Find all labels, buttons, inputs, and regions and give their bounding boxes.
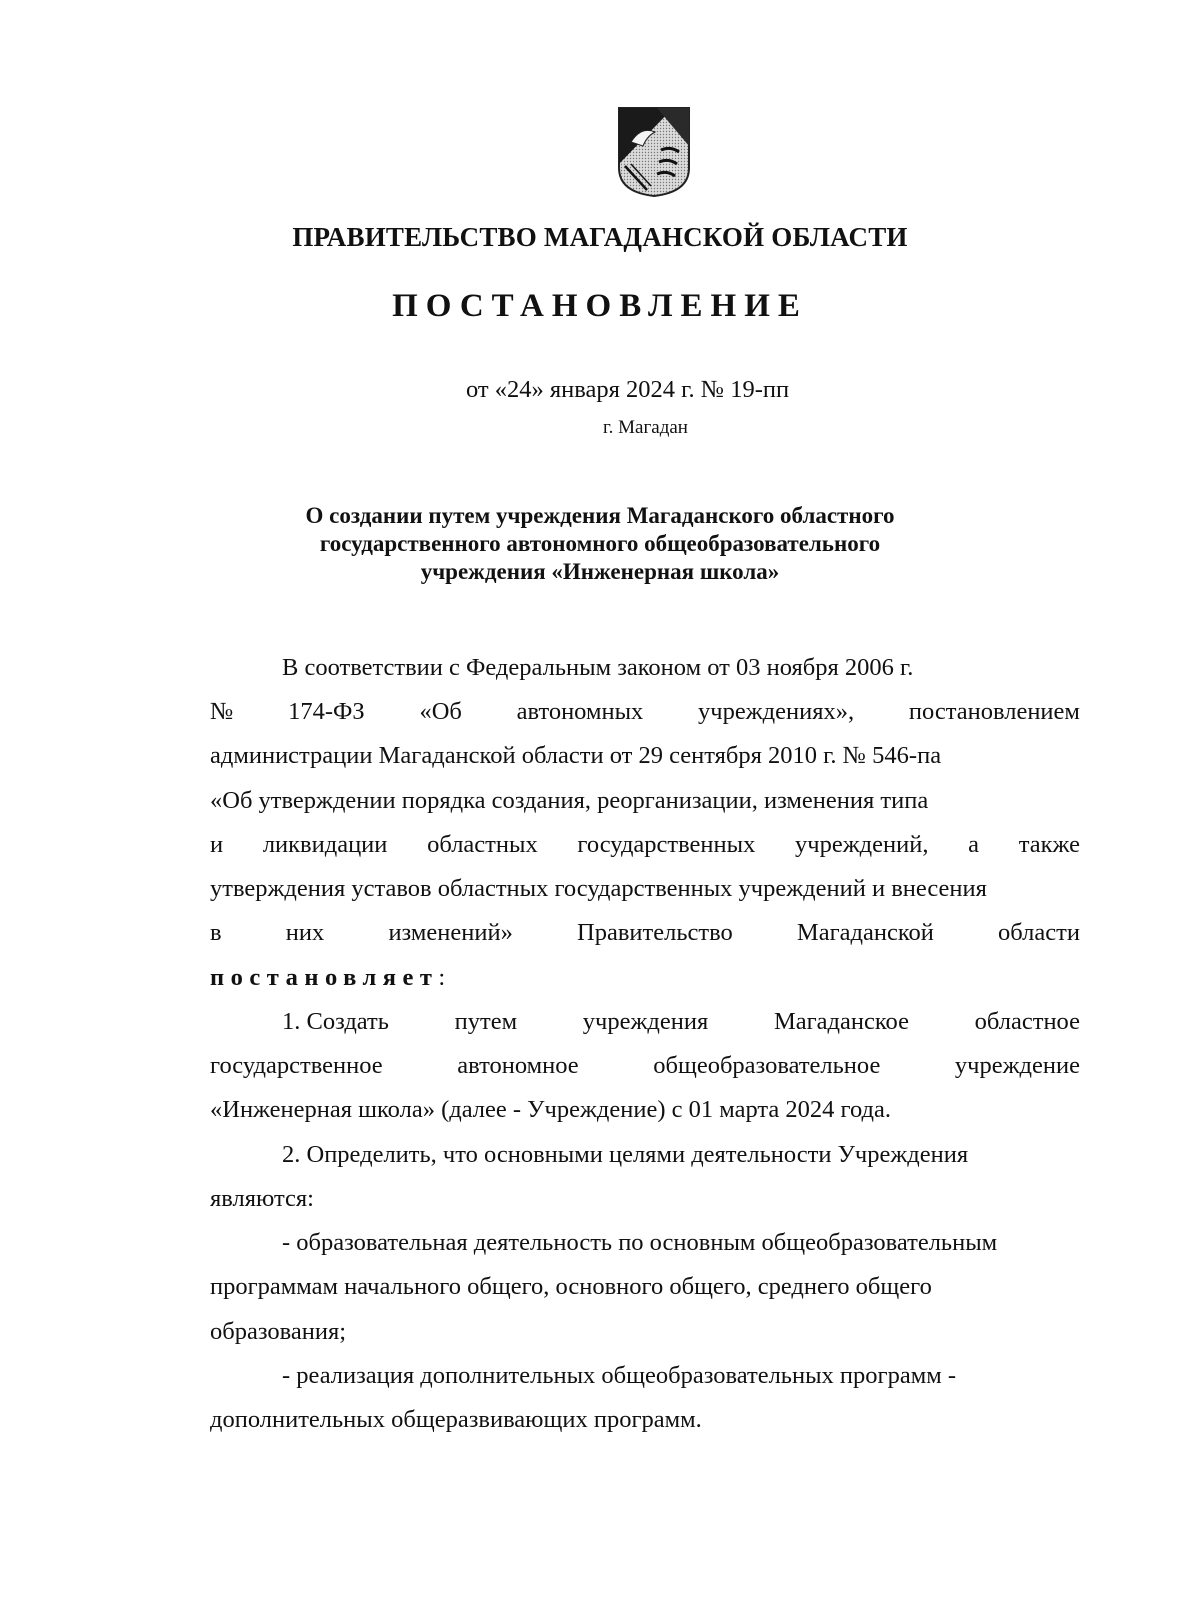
- word: государственное: [210, 1052, 383, 1079]
- word: №: [210, 698, 234, 725]
- word: учреждения: [582, 1008, 709, 1035]
- organization-title: ПРАВИТЕЛЬСТВО МАГАДАНСКОЙ ОБЛАСТИ: [292, 222, 908, 252]
- word: Правительство: [577, 919, 733, 946]
- word: а: [968, 831, 980, 858]
- preamble-line-3: администрации Магаданской области от 29 сентября 2010 г. № 546-па: [210, 742, 942, 769]
- item1-line-1: [282, 1007, 1080, 1037]
- item1-line-2: [210, 1051, 1080, 1081]
- word: Магаданской: [796, 919, 934, 946]
- item2-line-1: 2. Определить, что основными целями деятельности Учреждения: [282, 1141, 969, 1168]
- coat-of-arms-emblem: [617, 106, 691, 198]
- word: областное: [974, 1008, 1080, 1035]
- goal1-line-2: программам начального общего, основного общего, среднего общего: [210, 1273, 932, 1300]
- word: учреждение: [954, 1052, 1080, 1079]
- preamble-line-6: утверждения уставов областных государственных учреждений и внесения: [210, 875, 987, 902]
- preamble-line-7: [210, 918, 1080, 948]
- word: автономное: [457, 1052, 579, 1079]
- word: «Об: [419, 698, 462, 725]
- subject-line: О создании путем учреждения Магаданского областного: [305, 503, 895, 528]
- resolves-word: постановляет: [210, 964, 439, 991]
- word: Магаданское: [773, 1008, 909, 1035]
- text-span: В соответствии с Федеральным законом от 03 ноября 2006 г.: [282, 654, 914, 681]
- document-subject: [0, 502, 1200, 586]
- word: государственных: [577, 831, 756, 858]
- resolves-colon: :: [438, 964, 446, 991]
- word: областных: [427, 831, 538, 858]
- word: учреждений,: [795, 831, 929, 858]
- subject-line: государственного автономного общеобразовательного: [319, 531, 881, 556]
- word: также: [1018, 831, 1080, 858]
- word: и: [210, 831, 224, 858]
- resolves-line: [210, 963, 1080, 993]
- subject-line: учреждения «Инженерная школа»: [420, 559, 780, 584]
- document-date-number: от «24» января 2024 г. № 19-пп: [466, 376, 790, 403]
- word: изменений»: [388, 919, 513, 946]
- preamble-line-4: «Об утверждении порядка создания, реорганизации, изменения типа: [210, 787, 929, 814]
- word: в: [210, 919, 222, 946]
- word: ликвидации: [262, 831, 388, 858]
- word: области: [998, 919, 1080, 946]
- goal2-line-2: дополнительных общеразвивающих программ.: [210, 1406, 702, 1433]
- goal1-line-3: образования;: [210, 1318, 347, 1345]
- word: них: [285, 919, 325, 946]
- document-city: г. Магадан: [603, 417, 688, 438]
- document-type-title: ПОСТАНОВЛЕНИЕ: [392, 288, 808, 324]
- item2-line-2: являются:: [210, 1185, 314, 1212]
- preamble-line-5: [210, 830, 1080, 860]
- word: общеобразовательное: [653, 1052, 881, 1079]
- word: путем: [454, 1008, 518, 1035]
- goal1-line-1: - образовательная деятельность по основным общеобразовательным: [282, 1229, 998, 1256]
- word: автономных: [516, 698, 644, 725]
- word: 1. Создать: [282, 1008, 389, 1035]
- word: учреждениях»,: [698, 698, 855, 725]
- goal2-line-1: - реализация дополнительных общеобразовательных программ -: [282, 1362, 957, 1389]
- word: 174-ФЗ: [288, 698, 365, 725]
- word: постановлением: [908, 698, 1080, 725]
- item1-line-3: «Инженерная школа» (далее - Учреждение) с 01 марта 2024 года.: [210, 1096, 891, 1123]
- preamble-line-2: [210, 697, 1080, 727]
- preamble-line-1: [282, 653, 1080, 683]
